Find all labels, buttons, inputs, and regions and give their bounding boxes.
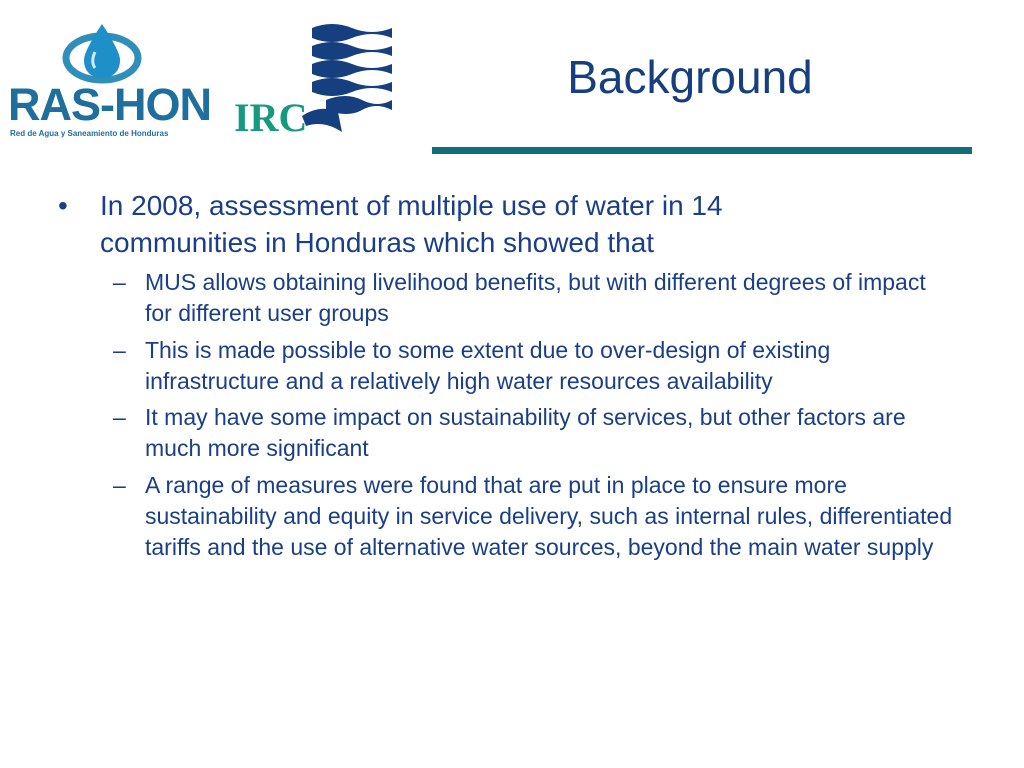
waves-icon [302, 20, 394, 132]
sub-bullet-mark: – [113, 472, 126, 498]
sub-bullet-mark: – [113, 337, 126, 363]
slide-title: Background [567, 51, 813, 103]
rashon-tagline: Red de Agua y Saneamiento de Honduras [10, 129, 169, 138]
irc-logo [232, 20, 402, 140]
sub-bullet-mark: – [113, 269, 126, 295]
sub-bullet-text: A range of measures were found that are put in place to ensure more sustainability and equity in service delivery, such as internal rules, differentiated tariffs and the use of alternative water sources, beyond the main water supply [145, 472, 953, 560]
bullet-text: In 2008, assessment of multiple use of water in 14 communities in Honduras which showed that [100, 190, 723, 258]
sub-bullet-text: It may have some impact on sustainability of services, but other factors are much more significant [145, 404, 906, 461]
rashon-logo [0, 10, 235, 140]
sub-bullet-text: MUS allows obtaining livelihood benefits, but with different degrees of impact for different user groups [145, 269, 926, 326]
irc-wordmark: IRC [234, 95, 308, 140]
water-drop-icon [62, 22, 146, 84]
title-underline [432, 147, 972, 154]
bullet-mark: • [58, 190, 68, 221]
sub-bullet-mark: – [113, 404, 126, 430]
rashon-wordmark: RAS-HON [8, 79, 211, 130]
sub-bullet-text: This is made possible to some extent due to over-design of existing infrastructure and a relatively high water resources availability [145, 337, 831, 394]
